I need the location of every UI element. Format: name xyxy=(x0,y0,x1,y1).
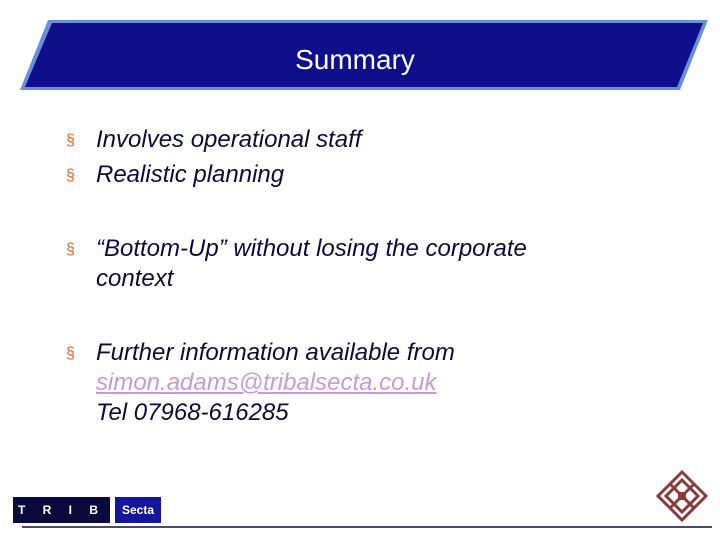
tribal-logo: T R I B A L xyxy=(13,497,110,523)
email-link[interactable]: simon.adams@tribalsecta.co.uk xyxy=(96,369,437,396)
bullet-line: “Bottom-Up” without losing the corporate xyxy=(96,235,527,262)
bullet-text xyxy=(96,234,656,294)
slide-title: Summary xyxy=(295,44,415,75)
square-bullet-icon: § xyxy=(66,132,75,149)
footer-divider xyxy=(22,526,712,528)
secta-logo: Secta xyxy=(115,497,161,523)
secta-emblem-icon xyxy=(656,470,708,522)
square-bullet-icon: § xyxy=(66,167,75,184)
square-bullet-icon: § xyxy=(66,345,75,362)
bullet-line: context xyxy=(96,265,174,292)
telephone-number: Tel 07968-616285 xyxy=(96,399,289,426)
bullet-text: Realistic planning xyxy=(96,161,285,188)
square-bullet-icon: § xyxy=(66,241,75,258)
bullet-text: Involves operational staff xyxy=(96,126,362,153)
bullet-text xyxy=(96,338,656,428)
bullet-line: Further information available from xyxy=(96,339,455,366)
